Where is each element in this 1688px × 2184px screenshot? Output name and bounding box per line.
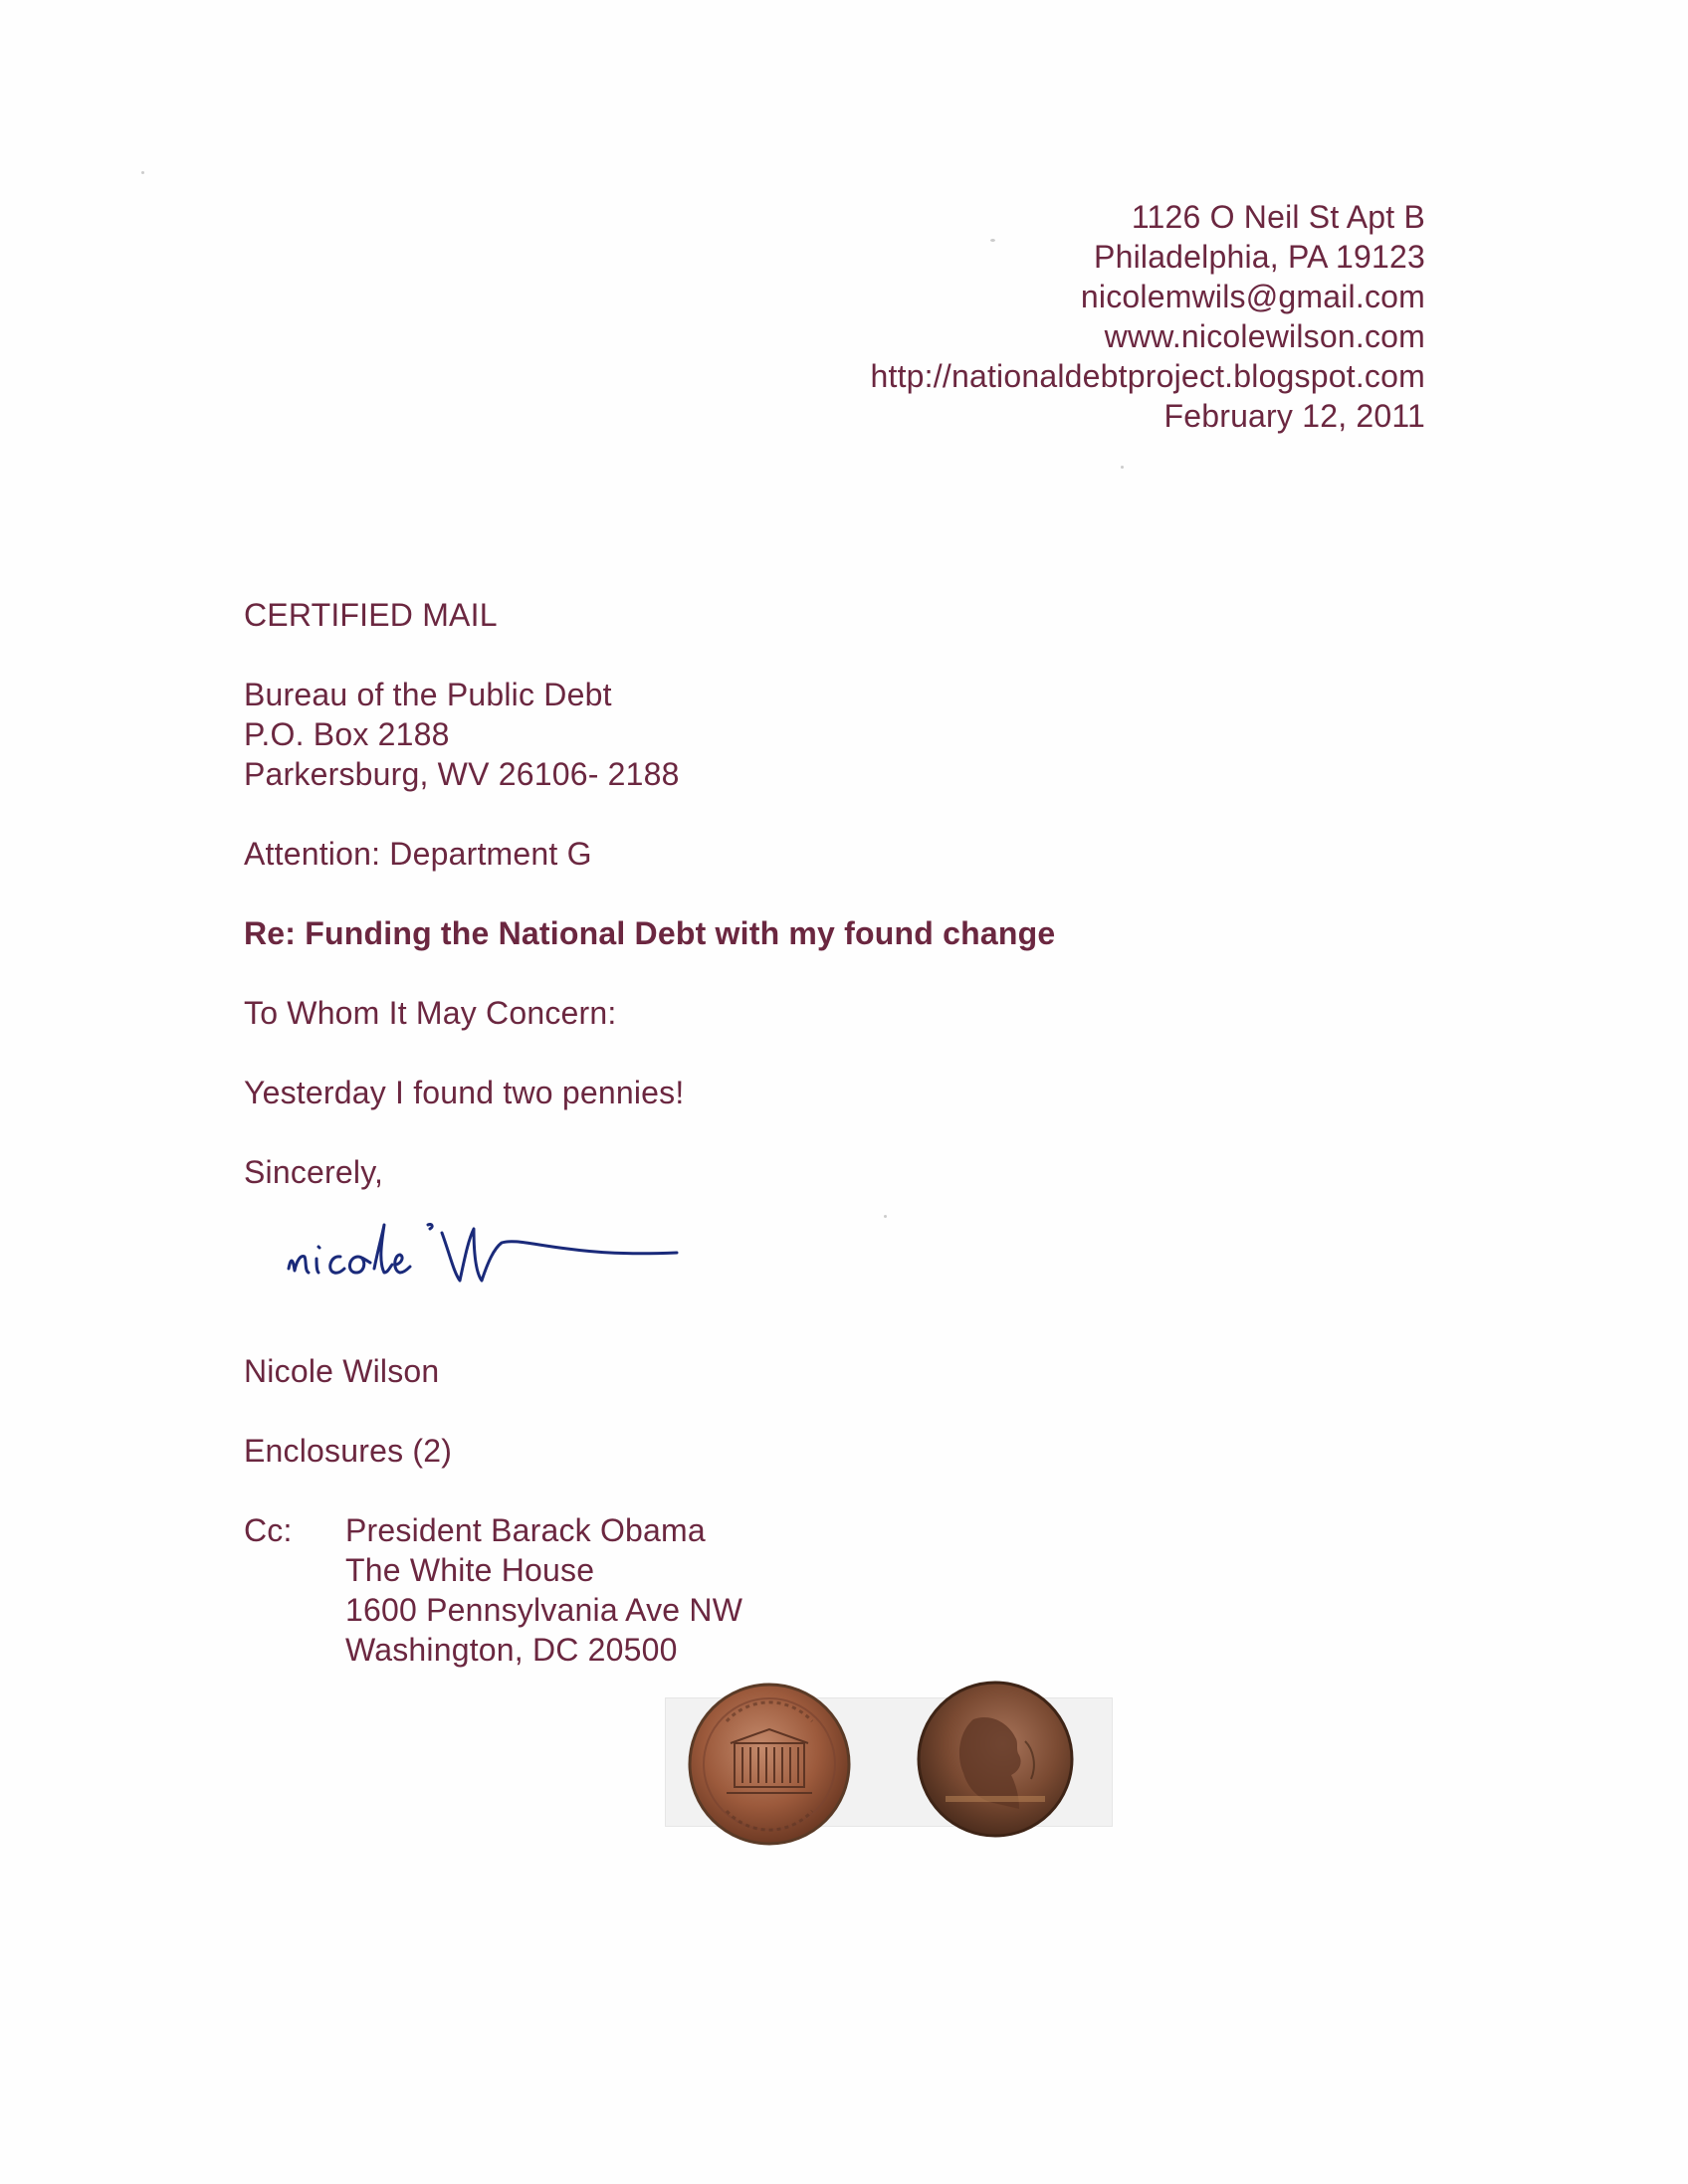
penny-reverse-icon	[687, 1682, 852, 1847]
sender-website: www.nicolewilson.com	[1104, 318, 1425, 354]
sender-street: 1126 O Neil St Apt B	[1131, 199, 1425, 235]
letter-body: Yesterday I found two pennies!	[244, 1075, 685, 1110]
sender-email: nicolemwils@gmail.com	[1080, 279, 1425, 314]
cc-line: 1600 Pennsylvania Ave NW	[345, 1592, 743, 1628]
scan-speck	[1121, 466, 1124, 469]
cc-line: Washington, DC 20500	[345, 1632, 678, 1668]
penny-obverse-icon	[916, 1680, 1075, 1839]
scan-speck	[884, 1215, 887, 1218]
sender-city-state-zip: Philadelphia, PA 19123	[1094, 239, 1425, 275]
handwritten-signature	[279, 1199, 697, 1308]
recipient-city-state-zip: Parkersburg, WV 26106- 2188	[244, 756, 680, 792]
scan-speck	[990, 239, 995, 242]
enclosures-line: Enclosures (2)	[244, 1433, 453, 1469]
scan-speck	[141, 171, 144, 174]
letter-date: February 12, 2011	[1163, 398, 1425, 434]
attention-line: Attention: Department G	[244, 836, 592, 872]
sender-blog: http://nationaldebtproject.blogspot.com	[870, 358, 1425, 394]
cc-line: The White House	[345, 1552, 595, 1588]
signer-name: Nicole Wilson	[244, 1353, 440, 1389]
recipient-po-box: P.O. Box 2188	[244, 716, 450, 752]
salutation: To Whom It May Concern:	[244, 995, 617, 1031]
cc-label: Cc:	[244, 1512, 293, 1548]
subject-line: Re: Funding the National Debt with my found change	[244, 915, 1056, 951]
closing: Sincerely,	[244, 1154, 384, 1190]
recipient-name: Bureau of the Public Debt	[244, 677, 612, 712]
cc-line: President Barack Obama	[345, 1512, 706, 1548]
mail-type: CERTIFIED MAIL	[244, 597, 498, 633]
